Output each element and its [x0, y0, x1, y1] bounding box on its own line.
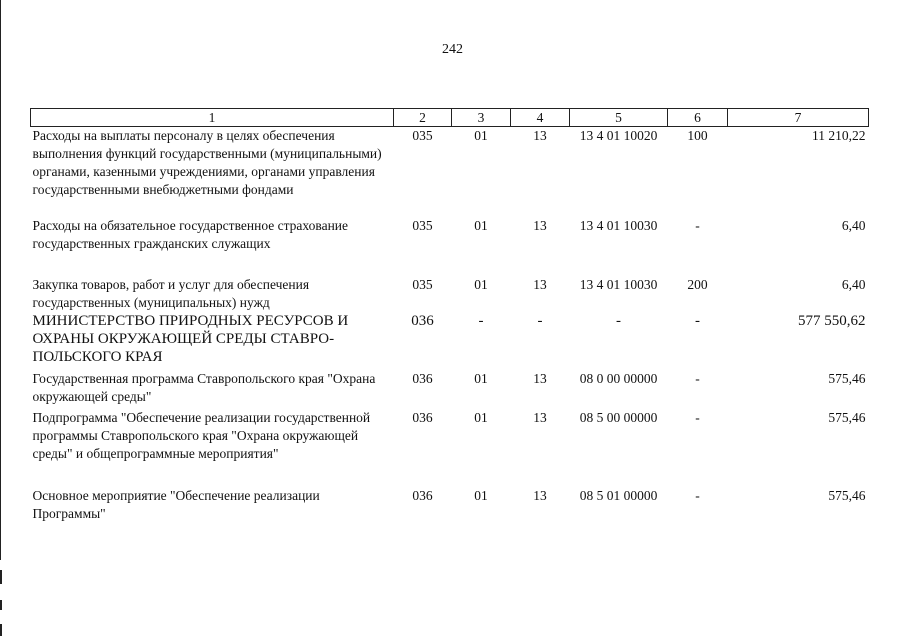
row-subsection: 13 [533, 128, 547, 143]
header-cell: 7 [728, 109, 869, 127]
header-cell: 6 [668, 109, 728, 127]
scan-mark [0, 600, 2, 610]
row-name: Закупка товаров, работ и услуг для обеспечения государственных (муниципальных) нужд [32, 277, 310, 310]
row-section: 01 [474, 410, 488, 425]
header-cell: 5 [570, 109, 668, 127]
table-row [31, 127, 869, 218]
row-ministry-code: 035 [412, 218, 433, 233]
row-expense-type: - [695, 488, 700, 503]
row-expense-type: 100 [687, 128, 708, 143]
row-ministry-code: 036 [412, 410, 433, 425]
row-subsection: - [537, 313, 543, 329]
row-target-article: 13 4 01 10020 [579, 128, 658, 143]
row-target-article: 13 4 01 10030 [579, 277, 658, 292]
row-amount: 577 550,62 [798, 313, 866, 329]
table-row [31, 276, 869, 312]
row-name: Подпрограмма "Обеспечение реализации государственной программы Ставропольского края "Охрана окружающей среды" и общепрограммные мероприятия" [32, 410, 371, 461]
row-subsection: 13 [533, 410, 547, 425]
row-ministry-code: 036 [412, 488, 433, 503]
row-target-article: 13 4 01 10030 [579, 218, 658, 233]
header-cell: 4 [511, 109, 570, 127]
header-cell: 1 [31, 109, 394, 127]
row-name: Основное мероприятие "Обеспечение реализации Программы" [32, 488, 320, 521]
row-name: Государственная программа Ставропольского края "Охрана окружающей среды" [32, 371, 376, 404]
row-target-article: 08 0 00 00000 [579, 371, 658, 386]
row-ministry-code: 035 [412, 277, 433, 292]
scan-mark [0, 624, 2, 636]
row-target-article: - [616, 313, 621, 329]
row-section: 01 [474, 277, 488, 292]
page-left-edge-line [0, 0, 1, 560]
row-ministry-code: 036 [412, 371, 433, 386]
row-section: 01 [474, 371, 488, 386]
row-expense-type: - [695, 313, 700, 329]
table-header-row [31, 109, 869, 127]
row-section: 01 [474, 128, 488, 143]
row-section: 01 [474, 218, 488, 233]
row-name: МИНИСТЕРСТВО ПРИРОДНЫХ РЕСУРСОВ И ОХРАНЫ ОКРУЖАЮЩЕЙ СРЕДЫ СТАВРО-ПОЛЬСКОГО КРАЯ [32, 313, 349, 365]
row-name: Расходы на обязательное государственное страхование государственных гражданских служащих [32, 218, 349, 251]
row-expense-type: - [695, 371, 700, 386]
table-row [31, 487, 869, 527]
row-amount: 6,40 [841, 218, 866, 233]
scan-mark [0, 570, 2, 584]
row-subsection: 13 [533, 277, 547, 292]
table-row [31, 312, 869, 370]
row-name: Расходы на выплаты персоналу в целях обеспечения выполнения функций государственными (муниципальными) органами, казенными учреждениями, органами управления государственными внебюджетными фондами [32, 128, 382, 197]
row-expense-type: - [695, 218, 700, 233]
page-number: 242 [442, 42, 463, 57]
table-row [31, 217, 869, 276]
header-cell: 3 [452, 109, 511, 127]
budget-table [30, 108, 869, 527]
row-amount: 575,46 [828, 371, 866, 386]
row-target-article: 08 5 01 00000 [579, 488, 658, 503]
table-row [31, 409, 869, 487]
row-subsection: 13 [533, 488, 547, 503]
row-amount: 6,40 [841, 277, 866, 292]
table-row [31, 370, 869, 409]
row-target-article: 08 5 00 00000 [579, 410, 658, 425]
row-ministry-code: 036 [411, 313, 434, 329]
header-cell: 2 [394, 109, 452, 127]
row-section: - [478, 313, 484, 329]
row-expense-type: - [695, 410, 700, 425]
row-subsection: 13 [533, 218, 547, 233]
row-amount: 575,46 [828, 488, 866, 503]
row-ministry-code: 035 [412, 128, 433, 143]
row-expense-type: 200 [687, 277, 708, 292]
row-section: 01 [474, 488, 488, 503]
row-amount: 575,46 [828, 410, 866, 425]
row-amount: 11 210,22 [812, 128, 866, 143]
row-subsection: 13 [533, 371, 547, 386]
